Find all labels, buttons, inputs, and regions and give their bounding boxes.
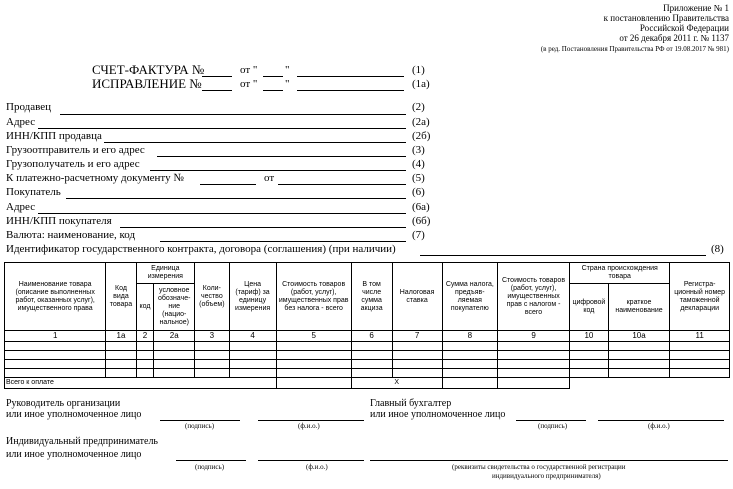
ip-name-hint: (ф.и.о.) <box>306 463 328 471</box>
invoice-title: СЧЕТ-ФАКТУРА № <box>92 62 205 77</box>
column-number: 7 <box>392 331 442 342</box>
header-line-4: от 26 декабря 2011 г. № 1137 <box>619 33 729 43</box>
ip-signature-line[interactable] <box>176 460 246 461</box>
correction-date-field[interactable] <box>297 90 404 91</box>
field-line-buyer-address[interactable] <box>38 213 406 214</box>
field-code-consignee: (4) <box>412 158 425 170</box>
total-label: Всего к оплате <box>5 378 277 389</box>
field-line-contract-id[interactable] <box>420 255 706 256</box>
total-tax-amount[interactable] <box>442 378 497 389</box>
sign-ip-line1: Индивидуальный предприниматель <box>6 436 158 447</box>
field-label-seller-inn: ИНН/КПП продавца <box>6 130 102 142</box>
total-cost-no-tax[interactable] <box>276 378 351 389</box>
field-code-seller: (2) <box>412 101 425 113</box>
table-row[interactable] <box>5 369 730 378</box>
ip-requisites-line[interactable] <box>370 460 728 461</box>
field-code-buyer-address: (6а) <box>412 201 430 213</box>
header-line-2: к постановлению Правительства <box>603 13 729 23</box>
accountant-signature-line[interactable] <box>516 420 586 421</box>
accountant-name-line[interactable] <box>598 420 724 421</box>
column-number-row <box>5 331 730 342</box>
head-name-hint: (ф.и.о.) <box>298 422 320 430</box>
sign-accountant-line1: Главный бухгалтер <box>370 398 452 409</box>
ip-name-line[interactable] <box>258 460 364 461</box>
col-header-price: Цена (тариф) за единицу измерения <box>229 263 276 331</box>
ip-requisites-hint-1: (реквизиты свидетельства о государственной регистрации <box>452 463 626 471</box>
field-label-payment-doc: К платежно-расчетному документу № <box>6 172 184 184</box>
ip-sign-hint: (подпись) <box>195 463 225 471</box>
col-header-country-group: Страна происхождения товара <box>570 263 670 284</box>
correction-quote: " <box>285 78 290 90</box>
field-code-payment-doc: (5) <box>412 172 425 184</box>
correction-title: ИСПРАВЛЕНИЕ № <box>92 76 202 91</box>
col-header-cost-no-tax: Стоимость товаров (работ, услуг), имущественных прав без налога - всего <box>276 263 351 331</box>
field-label-consignee: Грузополучатель и его адрес <box>6 158 140 170</box>
invoice-code: (1) <box>412 64 425 76</box>
col-header-unit-code: код <box>136 284 154 331</box>
field-line-seller-inn[interactable] <box>104 142 406 143</box>
correction-from-label: от " <box>240 78 258 90</box>
col-header-name: Наименование товара (описание выполненных работ, оказанных услуг), имущественного права <box>5 263 106 331</box>
field-code-seller-address: (2а) <box>412 116 430 128</box>
field-label-currency: Валюта: наименование, код <box>6 229 136 241</box>
col-header-tax-rate: Налоговая ставка <box>392 263 442 331</box>
field-code-shipper: (3) <box>412 144 425 156</box>
column-number: 3 <box>195 331 229 342</box>
field-line-consignee[interactable] <box>150 170 406 171</box>
column-number: 8 <box>442 331 497 342</box>
field-label-buyer-inn: ИНН/КПП покупателя <box>6 215 112 227</box>
column-number: 1а <box>106 331 136 342</box>
column-number: 9 <box>498 331 570 342</box>
field-code-seller-inn: (2б) <box>412 130 431 142</box>
column-number: 2 <box>136 331 154 342</box>
table-row[interactable] <box>5 342 730 351</box>
field-code-buyer: (6) <box>412 186 425 198</box>
field-line-currency[interactable] <box>160 241 406 242</box>
field-label-seller: Продавец <box>6 101 52 113</box>
field-label-buyer: Покупатель <box>6 186 61 198</box>
field-line-shipper[interactable] <box>157 156 406 157</box>
field-line-buyer-inn[interactable] <box>120 227 406 228</box>
field-line-payment-doc-number[interactable] <box>200 184 256 185</box>
field-line-seller[interactable] <box>60 114 406 115</box>
table-row[interactable] <box>5 360 730 369</box>
col-header-excise: В том числе сумма акциза <box>351 263 392 331</box>
col-header-country-name: краткое наименование <box>608 284 670 331</box>
col-header-country-code: цифровой код <box>570 284 609 331</box>
field-code-buyer-inn: (6б) <box>412 215 431 227</box>
sign-ip-line2: или иное уполномоченное лицо <box>6 449 142 460</box>
sign-head-line1: Руководитель организации <box>6 398 121 409</box>
invoice-table <box>4 262 730 389</box>
col-header-cost-with-tax: Стоимость товаров (работ, услуг), имущественных прав с налогом - всего <box>498 263 570 331</box>
appendix-header <box>604 3 729 43</box>
accountant-sign-hint: (подпись) <box>538 422 568 430</box>
col-header-unit-group: Единица измерения <box>136 263 194 284</box>
field-label-buyer-address: Адрес <box>6 201 36 213</box>
field-line-payment-doc-date[interactable] <box>278 184 406 185</box>
col-header-customs-declaration: Регистра-ционный номер таможенной декларации <box>670 263 730 331</box>
correction-day-field[interactable] <box>263 90 283 91</box>
head-sign-hint: (подпись) <box>185 422 215 430</box>
column-number: 4 <box>229 331 276 342</box>
column-number: 6 <box>351 331 392 342</box>
column-number: 1 <box>5 331 106 342</box>
sign-accountant-line2: или иное уполномоченное лицо <box>370 409 506 420</box>
column-number: 10 <box>570 331 609 342</box>
column-number: 2а <box>154 331 195 342</box>
col-header-type-code: Код вида товара <box>106 263 136 331</box>
field-line-buyer[interactable] <box>66 198 406 199</box>
field-label-seller-address: Адрес <box>6 116 36 128</box>
col-header-quantity: Коли-чество (объем) <box>195 263 229 331</box>
column-number: 10а <box>608 331 670 342</box>
field-label-shipper: Грузоотправитель и его адрес <box>6 144 145 156</box>
total-excise-x: X <box>351 378 442 389</box>
field-label-contract-id: Идентификатор государственного контракта, договора (соглашения) (при наличии) <box>6 243 396 255</box>
header-line-1: Приложение № 1 <box>663 3 729 13</box>
invoice-date-field[interactable] <box>297 76 404 77</box>
correction-code: (1а) <box>412 78 430 90</box>
column-number: 5 <box>276 331 351 342</box>
invoice-quote: " <box>285 64 290 76</box>
accountant-name-hint: (ф.и.о.) <box>648 422 670 430</box>
field-code-currency: (7) <box>412 229 425 241</box>
correction-number-field[interactable] <box>202 90 232 91</box>
ip-requisites-hint-2: индивидуального предпринимателя) <box>492 472 601 480</box>
invoice-day-field[interactable] <box>263 76 283 77</box>
field-payment-doc-from: от <box>264 172 275 184</box>
total-row <box>5 378 730 389</box>
column-number: 11 <box>670 331 730 342</box>
head-signature-line[interactable] <box>160 420 240 421</box>
col-header-unit-name: условное обозначе-ние (нацио-нальное) <box>154 284 195 331</box>
invoice-from-label: от " <box>240 64 258 76</box>
field-line-seller-address[interactable] <box>38 128 406 129</box>
col-header-tax-amount: Сумма налога, предъяв-ляемая покупателю <box>442 263 497 331</box>
invoice-number-field[interactable] <box>202 76 232 77</box>
header-line-3: Российской Федерации <box>639 23 729 33</box>
table-row[interactable] <box>5 351 730 360</box>
sign-head-line2: или иное уполномоченное лицо <box>6 409 142 420</box>
total-cost-with-tax[interactable] <box>498 378 570 389</box>
field-code-contract-id: (8) <box>711 243 724 255</box>
header-line-5: (в ред. Постановления Правительства РФ от 19.08.2017 № 981) <box>540 45 729 53</box>
head-name-line[interactable] <box>258 420 364 421</box>
